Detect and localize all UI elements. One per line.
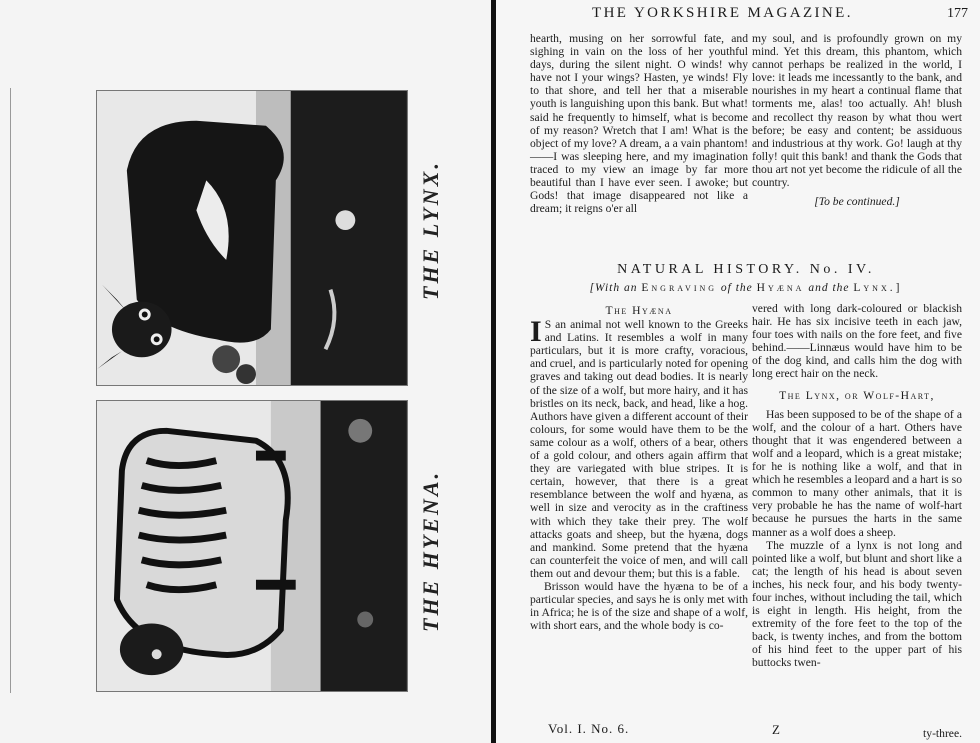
story-column-right [752,32,962,208]
article-column-right [752,302,962,670]
page-number: 177 [947,6,968,21]
hyena-illustration-icon [97,401,407,691]
lynx-illustration-icon [97,91,407,385]
story-column-left [530,32,748,215]
article-subtitle: [With an Engraving of the Hyæna and the Lynx.] [589,282,903,294]
running-head: THE YORKSHIRE MAGAZINE. [592,5,853,21]
lynx-paragraph-1: Has been supposed to be of the shape of a wolf, and the colour of a hart. Others have thought that it was engendered between a wolf and a leopard, which is a great mistake; for he is nothing like a wolf, and that in which he resembles a leopard and a hart is so common to many other animals, that it is very probable he has the name of wolf-hart because he pursues the harts in the same manner as a wolf does a sheep. [752,407,962,539]
article-column-left [530,304,748,632]
hyena-heading: The Hyæna [605,304,673,317]
lynx-paragraph-2: The muzzle of a lynx is not long and pointed like a wolf, but blunt and short like a cat; the length of his head is about seven inches, his neck four, and his body twenty-four inches, without including the tail, which is eight in length. His height, from the extremity of the fore feet to the top of the back, is twenty inches, and from the bottom of his hind feet to the upper part of his buttocks twen- [752,538,962,670]
lynx-caption: THE LYNX. [418,160,443,300]
hyena-paragraph-2-continued: vered with long dark-coloured or blackish hair. He has six incisive teeth in each jaw, four toes with nails on the fore feet, and five behind.——Linnæus would have him to be of the dog kind, and calls him the dog with long erect hair on the neck. [752,302,962,381]
volume-number: Vol. I. No. 6. [548,721,630,736]
hyena-caption: THE HYENA. [418,469,443,632]
hyena-paragraph-2: Brisson would have the hyæna to be of a particular species, and says he is only met with in Africa; he is of the size and shape of a wolf, with short ears, and the whole body is co- [530,579,748,633]
story-paragraph: hearth, musing on her sorrowful fate, and sighing in vain on the loss of her youthful days, during the silent night. O winds! why have not I your wings? Hasten, ye winds! Fly to that shore, and tell her that a miserable youth is languishing upon this bank. But what! said he frequently to himself, what is become of my reason? Wretch that I am! What is the object of my love? A dream, a a vain phantom!——I was sleeping here, and my imagination traced to my view an image by far more beautiful than I have ever seen. I awoke; but Gods! that image disappeared not like a dream; it reigns o'er all [530,32,748,216]
article-title: NATURAL HISTORY. No. IV. [617,262,875,277]
lynx-heading: The Lynx, or Wolf-Hart, [779,388,935,402]
signature-mark: Z [772,722,780,737]
catchword: ty-three. [923,727,962,740]
lynx-engraving [96,90,408,386]
story-paragraph: my soul, and is profoundly grown on my mind. Yet this dream, this phantom, which cannot perhaps be realized in the world, I love: it leads me incessantly to the bank, and nourishes in my heart a continual flame that torments me, alas! too actually. Ah! blush and recollect thy reason by what thou wert before; be easy and content; be assiduous and industrious at thy work. Go! laugh at thy folly! quit this bank! and thank the Gods that thou art not yet become the ridicule of all the country. [752,32,962,190]
text-page [496,0,980,743]
to-be-continued-note: [To be continued.] [814,195,900,209]
hyena-paragraph-1: I S an animal not well known to the Greeks and Latins. It resembles a wolf in many particulars, but it is more crafty, voracious, and cruel, and is particularly noted for opening graves and taking out dead bodies. It is nearly of the size of a wolf, but more hairy, and it has bristles on its neck, back, and head, like a hog. Authors have given a different account of their colours, for some would have them to be the same colour as a wolf, others of a bear, others of a gold colour, and others again affirm that they are variegated with blue stripes. It is certain, however, that there is a great resemblance between the wolf and hyæna, as well in size and verocity as in the craftiness with which they take their prey. The wolf attacks goats and sheep, but the hyæna, dogs and mankind. Some pretend that the hyæna can counterfeit the voice of men, and will call them out and devour them; but this is a fable. [530,315,748,580]
hyena-engraving [96,400,408,692]
drop-cap: I [530,315,542,349]
